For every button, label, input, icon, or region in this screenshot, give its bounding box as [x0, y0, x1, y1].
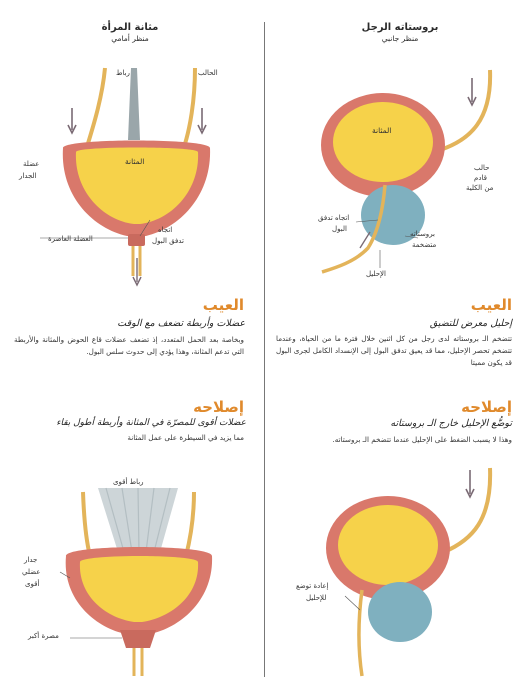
- female-ureter-label: الحالب: [198, 69, 218, 77]
- female-bladder-label: المثانة: [125, 157, 145, 166]
- male-flow-label-2: البول: [332, 225, 347, 233]
- female-fix-subheading: عضلات أقوى للمصرّة في المثانة وأربطة أطول بقاء: [56, 418, 246, 428]
- female-wall-label-a: جدار: [24, 556, 38, 564]
- female-fix-body: مما يزيد في السيطرة على عمل المثانة: [127, 433, 244, 442]
- male-fix-heading: إصلاحه: [461, 398, 512, 416]
- female-sphincter-label: العضلة العاصرة: [48, 235, 93, 243]
- male-bladder-label: المثانة: [372, 126, 392, 135]
- female-wall-label-b: عضلي: [22, 568, 41, 576]
- female-flow-label-2: تدفق البول: [152, 237, 184, 245]
- female-strong-ligament-label: رباط أقوى: [113, 478, 144, 486]
- female-bigger-sphincter-label: مصرة أكبر: [28, 632, 59, 640]
- male-prostate-label-1: بروستاته: [410, 230, 436, 238]
- male-title: بروستاته الرجل: [361, 22, 439, 33]
- female-ligament-label: رباط: [116, 69, 130, 77]
- male-reposition-label-1: إعادة توضع: [296, 582, 329, 590]
- male-flaw-body: تتضخم الـ بروستاته لدى رجل من كل اثنين خلال فترة ما من الحياة، وعندما تتضخم تحصر الإحليل، مما قد يعيق تدفق البول إلى الإنسداد الكامل لجرى البول قد يكون مميتا: [276, 334, 512, 367]
- male-improved-prostate: [368, 582, 432, 642]
- male-reposition-label-2: للإحليل: [306, 594, 327, 602]
- female-subtitle: منظر أمامي: [111, 34, 149, 43]
- male-subtitle: منظر جانبي: [381, 34, 419, 43]
- male-fix-body: وهذا لا يسبب الضغط على الإحليل عندما تتضخم الـ بروستاته.: [332, 435, 512, 444]
- female-fix-heading: إصلاحه: [193, 398, 244, 416]
- female-title: مثانة المرأة: [101, 22, 159, 33]
- male-fix-subheading: توضُّع الإحليل خارج الـ بروستاته: [390, 418, 512, 429]
- female-wall-label-2: الجدار: [19, 172, 37, 180]
- male-improved-bladder-lumen: [338, 505, 438, 585]
- male-ureter-label-1: حالب: [474, 164, 490, 172]
- male-flaw-heading: العيب: [470, 296, 512, 314]
- male-ureter-label-2: قادم: [474, 174, 487, 182]
- male-flow-label-1: اتجاه تدفق: [318, 214, 350, 222]
- female-flaw-body: وبخاصة بعد الحمل المتعدد، إذ تضعف عضلات قاع الحوض والمثانة والأربطة التي تدعم المثانة، وهذا يؤدي إلى حدوث سلس البول.: [14, 335, 244, 356]
- female-wall-label-1: عضلة: [23, 160, 40, 168]
- female-flaw-subheading: عضلات وأربطة تضعف مع الوقت: [117, 318, 245, 329]
- male-ureter-label-3: من الكلية: [466, 184, 494, 192]
- female-wall-label-c: أقوى: [25, 580, 40, 588]
- male-prostate-label-2: متضخمة: [412, 241, 437, 249]
- male-improved-urethra: [359, 590, 362, 676]
- female-flow-label-1: اتجاه: [158, 226, 173, 234]
- female-flaw-heading: العيب: [202, 296, 244, 314]
- male-urethra-label: الإحليل: [366, 270, 386, 278]
- male-flaw-subheading: إحليل معرض للتضيق: [429, 318, 512, 329]
